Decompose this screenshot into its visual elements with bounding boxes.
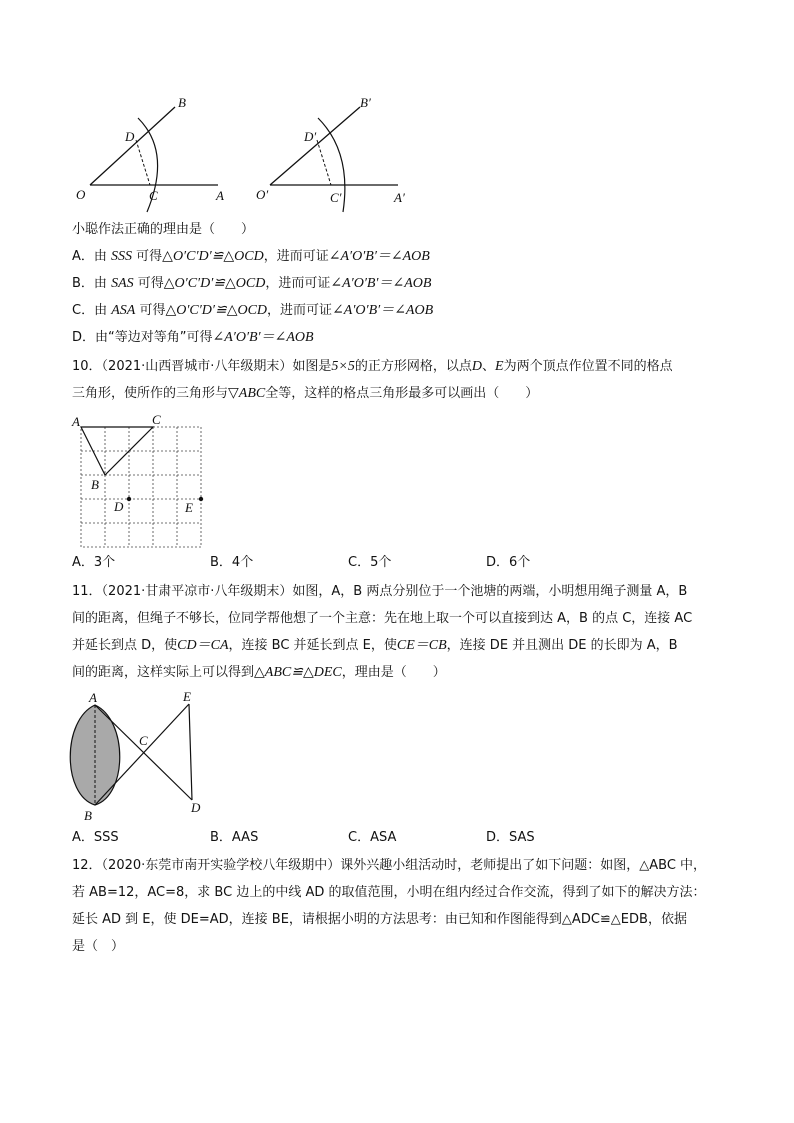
triangle-abc: ▽ABC: [228, 386, 266, 401]
text: 、: [482, 359, 496, 374]
pond-label-C: C: [139, 733, 148, 748]
label-D: D: [125, 129, 135, 144]
option-letter: A．由: [72, 249, 112, 264]
label-C: C: [149, 188, 158, 203]
grid-label-B: B: [91, 477, 99, 492]
q10-option-a: A．3个: [72, 555, 116, 570]
option-letter: B．由: [72, 276, 112, 291]
text: 间的距离，这样实际上可以得到: [72, 665, 255, 680]
q11-line-1: 11．（2021·甘肃平凉市·八年级期末）如图，A，B 两点分别位于一个池塘的两端，小明想用绳子测量 A，B: [72, 584, 688, 599]
pond-label-D: D: [191, 800, 201, 815]
pond-label-E: E: [183, 689, 191, 704]
q11-option-a: A．SSS: [72, 830, 119, 845]
q12-line-4: 是（ ）: [72, 939, 125, 954]
text: 为两个顶点作位置不同的格点: [503, 359, 673, 374]
text: ，连接 BC 并延长到点 E，使: [228, 638, 397, 653]
label-A: A: [216, 188, 224, 203]
method: SSS: [111, 249, 133, 264]
angle-equality: ∠A′O′B′＝∠AOB: [328, 249, 430, 264]
label-C-prime: C′: [330, 190, 342, 205]
grid-label-D: D: [114, 499, 124, 514]
q11-option-b: B．AAS: [210, 830, 259, 845]
method: ASA: [111, 303, 136, 318]
q12-line-1: 12．（2020·东莞市南开实验学校八年级期中）课外兴趣小组活动时，老师提出了如下问题：如图，△ABC 中，: [72, 858, 707, 873]
option-text: ，进而可证: [267, 303, 333, 318]
pond-label-B: B: [84, 808, 92, 823]
q11-option-c: C．ASA: [348, 830, 397, 845]
congruence: △O′C′D′≌△OCD: [162, 249, 264, 264]
q11-line-2: 间的距离，但绳子不够长，位同学帮他想了一个主意：先在地上取一个可以直接到达 A，B 的点 C，连接 AC: [72, 611, 693, 626]
q10-option-b: B．4个: [210, 555, 254, 570]
option-text: 可得: [132, 249, 163, 264]
label-B: B: [178, 95, 186, 110]
text: ，理由是（ ）: [341, 665, 446, 680]
q10-option-d: D．6个: [486, 555, 531, 570]
q11-option-d: D．SAS: [486, 830, 535, 845]
angle-equality: ∠A′O′B′＝∠AOB: [332, 303, 434, 318]
text: 10．（2021·山西晋城市·八年级期末）如图是: [72, 359, 332, 374]
q12-line-2: 若 AB=12，AC=8，求 BC 边上的中线 AD 的取值范围，小明在组内经过合作交流，得到了如下的解决方法：: [72, 885, 706, 900]
text: 三角形，使所作的三角形与: [72, 386, 229, 401]
q9-stem: 小聪作法正确的理由是（ ）: [72, 222, 255, 237]
option-text: 可得: [135, 303, 166, 318]
option-text: 可得: [133, 276, 164, 291]
grid-label-C: C: [152, 412, 161, 427]
angle-equality: ∠A′O′B′＝∠AOB: [212, 330, 314, 345]
congruence: △ABC≌△DEC: [254, 665, 342, 680]
option-text: ，进而可证: [263, 249, 329, 264]
option-text: D．由“等边对等角”可得: [72, 330, 213, 345]
label-A-prime: A′: [394, 190, 405, 205]
point-e: E: [495, 359, 504, 374]
text: ，连接 DE 并且测出 DE 的长即为 A，B: [446, 638, 678, 653]
point-d: D: [471, 359, 482, 374]
grid-label-E: E: [185, 500, 193, 515]
label-O: O: [76, 187, 86, 202]
q12-line-3: 延长 AD 到 E，使 DE=AD，连接 BE，请根据小明的方法思考：由已知和作图能得到△ADC≌△EDB，依据: [72, 912, 687, 927]
option-letter: C．由: [72, 303, 112, 318]
text: 全等，这样的格点三角形最多可以画出（ ）: [265, 386, 539, 401]
angle-equality: ∠A′O′B′＝∠AOB: [330, 276, 432, 291]
grid-label-A: A: [72, 414, 80, 429]
label-D-prime: D′: [304, 129, 317, 144]
congruence: △O′C′D′≌△OCD: [165, 303, 268, 318]
equation: CE＝CB: [396, 638, 447, 653]
label-B-prime: B′: [360, 95, 371, 110]
text: 并延长到点 D，使: [72, 638, 178, 653]
grid-size: 5×5: [331, 359, 355, 374]
q10-option-c: C．5个: [348, 555, 392, 570]
pond-label-A: A: [89, 690, 97, 705]
method: SAS: [111, 276, 134, 291]
option-text: ，进而可证: [265, 276, 331, 291]
text: 的正方形网格，以点: [354, 359, 472, 374]
label-O-prime: O′: [256, 187, 269, 202]
equation: CD＝CA: [177, 638, 229, 653]
congruence: △O′C′D′≌△OCD: [163, 276, 266, 291]
